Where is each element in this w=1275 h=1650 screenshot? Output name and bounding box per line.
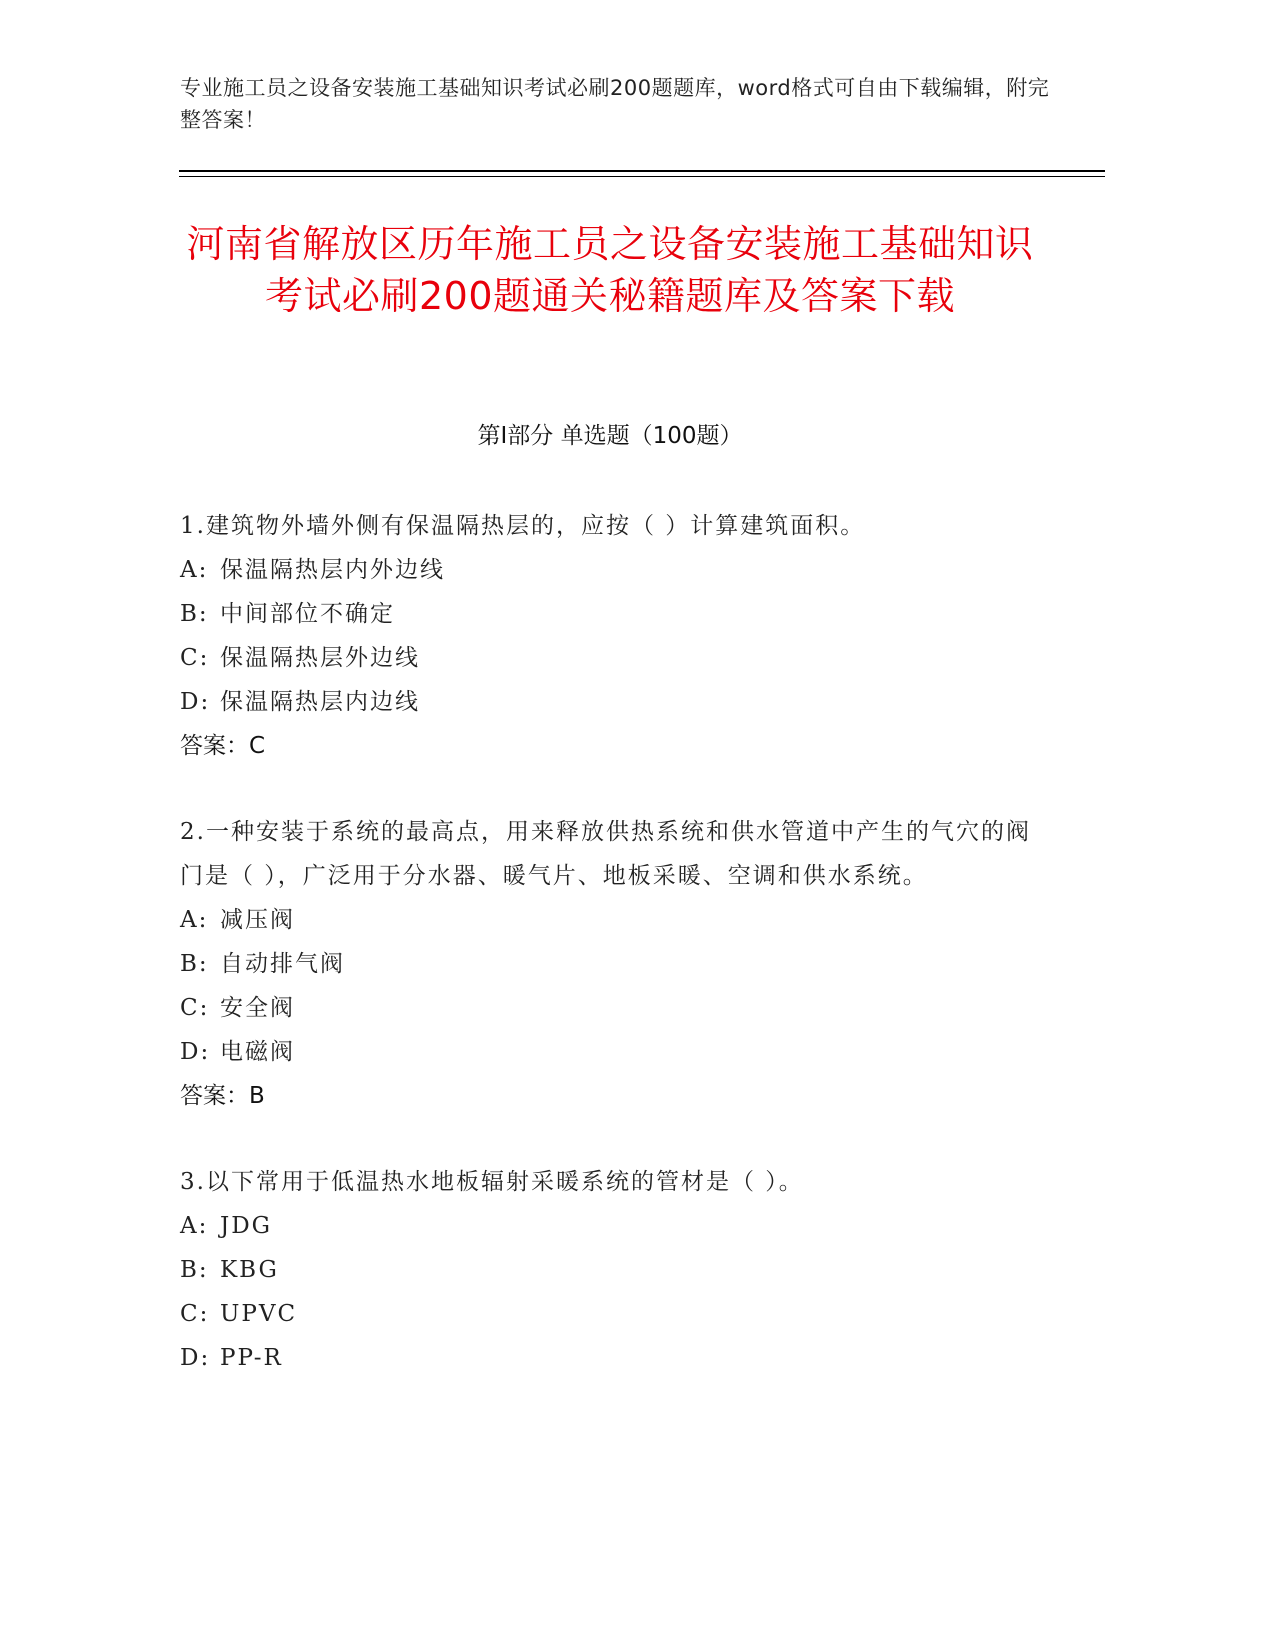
option-b: [180, 592, 1040, 636]
option-text: 保温隔热层内外边线: [220, 557, 445, 583]
answer-line: 答案：C: [180, 733, 266, 759]
section-heading: 第Ⅰ部分 单选题（100题）: [477, 423, 743, 449]
option-text: 减压阀: [220, 907, 295, 933]
header-rule-thick: [179, 170, 1105, 172]
option-letter: C:: [180, 645, 210, 671]
option-letter: C:: [180, 995, 210, 1021]
option-a: [180, 898, 1040, 942]
option-text: KBG: [220, 1257, 279, 1283]
question-stem: 2.一种安装于系统的最高点，用来释放供热系统和供水管道中产生的气穴的阀门是（ ），广泛用于分水器、暖气片、地板采暖、空调和供水系统。: [180, 819, 1031, 889]
option-text: 电磁阀: [220, 1039, 295, 1065]
option-d: [180, 1030, 1040, 1074]
answer-line: 答案：B: [180, 1083, 265, 1109]
option-text: 保温隔热层内边线: [220, 689, 420, 715]
option-d: [180, 1336, 1040, 1380]
option-text: UPVC: [220, 1301, 298, 1327]
question-1: [180, 504, 1040, 768]
option-letter: D:: [180, 689, 211, 715]
header-note: 专业施工员之设备安装施工基础知识考试必刷200题题库，word格式可自由下载编辑，附完整答案！: [180, 76, 1050, 132]
option-letter: D:: [180, 1039, 211, 1065]
question-stem: 1.建筑物外墙外侧有保温隔热层的，应按（ ）计算建筑面积。: [180, 513, 866, 539]
option-text: 安全阀: [220, 995, 295, 1021]
header-rule-thin: [179, 176, 1105, 177]
question-2: [180, 810, 1040, 1118]
option-letter: A:: [180, 557, 209, 583]
option-d: [180, 680, 1040, 724]
option-letter: B:: [180, 951, 209, 977]
option-b: [180, 1248, 1040, 1292]
option-b: [180, 942, 1040, 986]
option-a: [180, 1204, 1040, 1248]
option-c: [180, 1292, 1040, 1336]
option-letter: C:: [180, 1301, 210, 1327]
question-list: [180, 504, 1040, 1422]
option-c: [180, 986, 1040, 1030]
option-a: [180, 548, 1040, 592]
option-letter: D:: [180, 1345, 211, 1371]
option-text: JDG: [220, 1213, 273, 1239]
document-title: 河南省解放区历年施工员之设备安装施工基础知识考试必刷200题通关秘籍题库及答案下载: [186, 222, 1034, 318]
option-text: PP-R: [220, 1345, 283, 1371]
option-text: 自动排气阀: [220, 951, 345, 977]
option-letter: B:: [180, 1257, 209, 1283]
option-letter: A:: [180, 1213, 209, 1239]
option-text: 中间部位不确定: [220, 601, 395, 627]
option-c: [180, 636, 1040, 680]
question-3: [180, 1160, 1040, 1380]
question-stem: 3.以下常用于低温热水地板辐射采暖系统的管材是（ ）。: [180, 1169, 804, 1195]
option-text: 保温隔热层外边线: [220, 645, 420, 671]
option-letter: A:: [180, 907, 209, 933]
option-letter: B:: [180, 601, 209, 627]
